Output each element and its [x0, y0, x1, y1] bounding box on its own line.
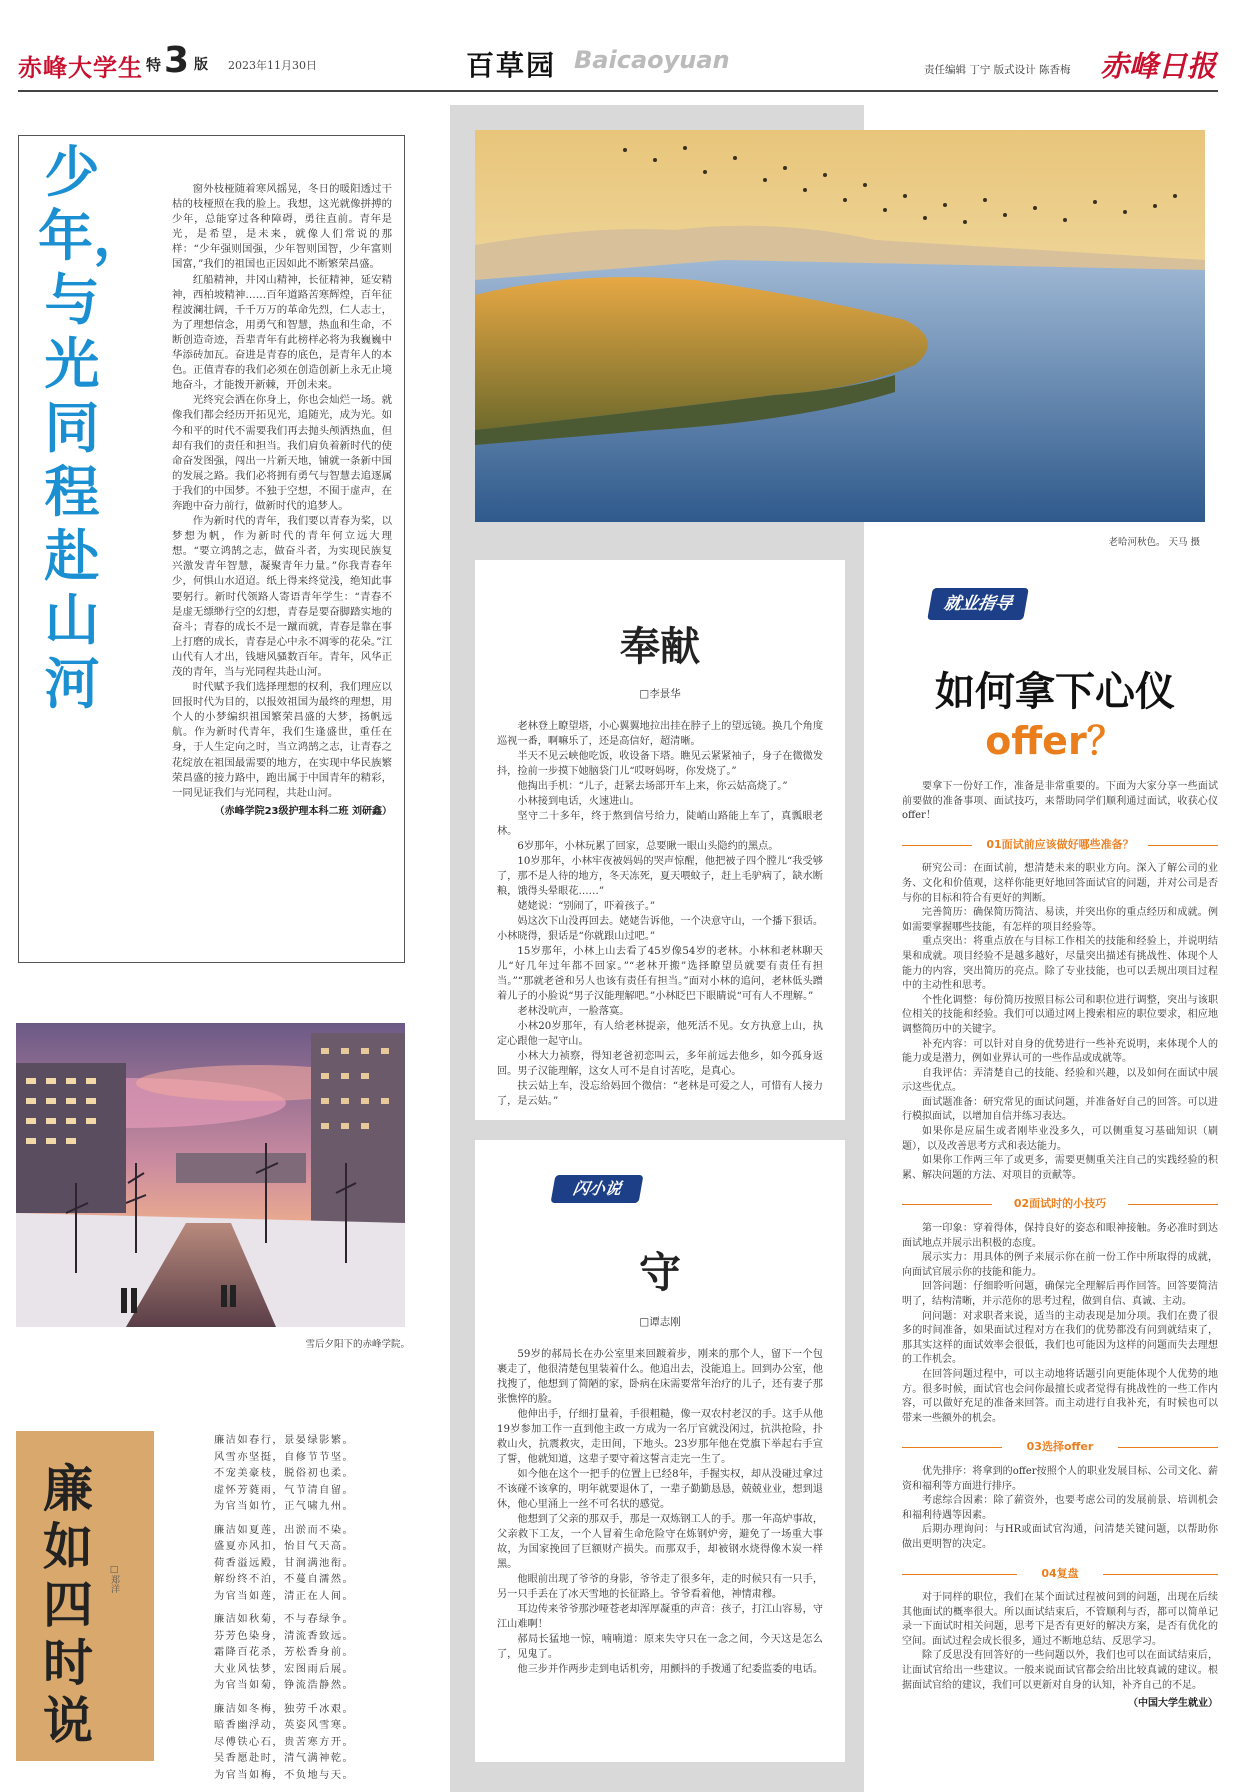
poem-line: 廉洁如夏莲，出淤而不染。	[214, 1524, 355, 1536]
story-dedication-body	[497, 719, 823, 1109]
heading-rule	[902, 1204, 992, 1205]
article-youth-title-text: 少年，与光同程赴山河	[38, 140, 149, 716]
paragraph: 优先排序：将拿到的offer按照个人的职业发展目标、公司文化、薪资和福利等方面进行排序。	[902, 1465, 1218, 1492]
poem-line: 为官当如莲，清正在人间。	[214, 1590, 355, 1602]
poem-line: 大业风怯梦，宏图雨后展。	[214, 1663, 355, 1675]
article-youth-body	[172, 182, 392, 819]
poem-line: 霜降百花杀，芳松香身前。	[214, 1647, 355, 1658]
paragraph: 坚守二十多年，终于熬到信号给力，陡峭山路能上车了，真瓢眼老林。	[497, 811, 823, 837]
paragraph: 妈这次下山没再回去。姥姥告诉他，一个决意守山，一个播下狠话。小林晓得，狠话是“你就跟山过吧。”	[497, 916, 824, 942]
snow-campus-caption: 雪后夕阳下的赤峰学院。	[305, 1339, 410, 1350]
section-heading-text: 02面试时的小技巧	[1013, 1197, 1107, 1211]
laoha-river-caption: 老哈河秋色。 天马 摄	[1108, 537, 1200, 548]
poem-line: 暗香幽浮动，英姿风雪寒。	[214, 1720, 355, 1731]
paragraph: 他伸出手，仔细打量着，手很粗糙，像一双农村老汉的手。这手从他19岁参加工作一直到他主政一方成为一名厅官就没闲过，抗洪抢险，扑救山火，抗震救灾，走田间，下地头。23岁那年他在党旗下举起右手宣了誓，他就知道，这辈子要守着这誓言走完一生了。	[497, 1409, 824, 1465]
heading-rule	[1128, 1204, 1218, 1205]
poem-line: 为官当如菊，铮流浩静然。	[214, 1680, 355, 1691]
issue-date: 2023年11月30日	[228, 59, 317, 72]
paragraph: 补充内容：可以针对自身的优势进行一些补充说明，来体现个人的能力或是潜力，例如业界认可的一些作品或成就等。	[902, 1038, 1218, 1065]
paragraph: 他想到了父亲的那双手，那是一双炼钢工人的手。那一年高炉事故，父亲救下工友，一个人冒着生命危险守在炼钢炉旁，避免了一场重大事故，为国家挽回了巨额财产损失。而那双手，却被钢水烧得像木炭一样黑。	[497, 1514, 824, 1570]
paragraph: 个性化调整：每份简历按照目标公司和职位进行调整，突出与该职位相关的技能和经验。我们可以通过网上搜索相应的职位要求，相应地调整简历中的关键字。	[902, 994, 1218, 1035]
snow-campus-photo	[16, 1023, 405, 1327]
story-dedication-author: □李景华	[639, 688, 681, 700]
poem-line: 尽傅铁心石，贵苦寒方开。	[214, 1736, 355, 1748]
paragraph: 扶云姑上车，没忘给妈回个微信：“老林是可爱之人，可惜有人接力了，是云姑。”	[497, 1081, 823, 1107]
poem-stanza	[214, 1523, 414, 1606]
paragraph: 自我评估：弄清楚自己的技能、经验和兴趣，以及如何在面试中展示这些优点。	[902, 1067, 1218, 1094]
paragraph: 窗外枝桠随着寒风摇晃，冬日的暖阳透过干枯的枝桠照在我的脸上。我想，这光就像拼搏的少年，总能穿过各种障碍，勇往直前。青年是光，是希望，是未来，就像人们常说的那样：“少年强则国强，少年智则国智，少年富则国富，”我们的祖国也正因如此不断繁荣昌盛。	[172, 183, 392, 271]
river-landscape-illustration	[475, 130, 1205, 522]
paragraph: 在回答问题过程中，可以主动地将话题引向更能体现个人优势的地方。很多时候，面试官也会问你最擅长或者觉得有挑战性的一些工作内容，可以做好充足的准备来回答。而主动进行自我补充，有时候也可以带来一些额外的机会。	[902, 1368, 1218, 1424]
section-title-en: Baicaoyuan	[574, 46, 730, 74]
heading-rule	[902, 1574, 1017, 1575]
edition-number: 3	[164, 40, 190, 81]
poem-line: 廉洁如秋菊，不与春绿争。	[214, 1614, 355, 1625]
paragraph: 59岁的郝局长在办公室里来回踱着步，刚来的那个人，留下一个包裹走了，他很清楚包里装着什么。他追出去，没能追上。回到办公室，他找搜了，他想到了简陋的家，卧病在床需要常年治疗的儿子，还有妻子那张憔悴的脸。	[497, 1349, 823, 1405]
poem-title: 廉如四时说	[43, 1459, 93, 1750]
paragraph: 耳边传来爷爷那沙哑苍老却浑厚凝重的声音：孩子，打江山容易，守江山难啊！	[497, 1604, 824, 1630]
offer-article-title: 如何拿下心仪	[935, 669, 1175, 715]
section-heading-01	[902, 838, 1218, 853]
heading-rule	[1118, 1447, 1218, 1448]
paragraph: 如果你工作两三年了或更多，需要更侧重关注自己的实践经验的积累、解决问题的方法、对项目的贡献等。	[902, 1155, 1218, 1181]
paragraph: 姥姥说：“别闹了，吓着孩子。”	[517, 901, 656, 912]
section-heading-04	[902, 1567, 1218, 1582]
poem-line: 为官当如竹，正气啸九州。	[214, 1501, 355, 1512]
poem-line: 廉洁如冬梅，独劳千冰艰。	[214, 1703, 355, 1715]
poem-stanza	[214, 1702, 414, 1785]
paragraph: 如果你是应届生或者刚毕业没多久，可以侧重复习基础知识（刷题），以及改善思考方式和表达能力。	[902, 1126, 1218, 1152]
paragraph: 第一印象：穿着得体，保持良好的姿态和眼神接触。务必准时到达面试地点并展示出积极的态度。	[902, 1223, 1218, 1249]
paragraph: 老林没吭声，一脸落寞。	[517, 1006, 630, 1017]
section-heading-03	[902, 1440, 1218, 1455]
paragraph: 郝局长猛地一惊，喃喃道：原来失守只在一念之间，今天这是怎么了，见鬼了。	[497, 1634, 823, 1660]
offer-article-body	[902, 780, 1218, 1712]
paragraph: 考虑综合因素：除了薪资外，也要考虑公司的发展前景、培训机会和福利待遇等因素。	[902, 1495, 1218, 1521]
story-guard-body	[497, 1347, 823, 1677]
article-youth-byline: （赤峰学院23级护理本科二班 刘研鑫）	[214, 805, 392, 817]
poem-line: 芬芳色染身，清流香致远。	[214, 1630, 355, 1642]
heading-rule	[902, 1447, 1002, 1448]
poem-line: 吴香愿赴时，清气满神乾。	[214, 1753, 355, 1764]
paragraph: 除了反思没有回答好的一些问题以外，我们也可以在面试结束后，让面试官给出一些建议。一般来说面试官都会给出比较真诚的建议。根据面试官给的建议，我们可以更新对自身的认知，补齐自己的不足。	[902, 1650, 1218, 1691]
offer-article-title-2: offer？	[985, 719, 1125, 763]
section-title: 百草园	[466, 49, 557, 82]
offer-article-byline: （中国大学生就业）	[1128, 1698, 1218, 1710]
story-guard-panel	[475, 1140, 845, 1762]
paragraph: 对于同样的职位，我们在某个面试过程被问到的问题，出现在后续其他面试的概率很大。所以面试结束后，不管顺利与否，都可以简单记录一下面试时相关问题，思考下是否有更好的解决方案，是否有优化的空间。面试过程会成长很多，通过不断地总结、反思学习。	[902, 1592, 1218, 1647]
paragraph: 他眼前出现了爷爷的身影，爷爷走了很多年，走的时候只有一只手，另一只手丢在了冰天雪地的长征路上。爷爷看着他，神情肃穆。	[497, 1574, 824, 1600]
paragraph: 作为新时代的青年，我们要以青春为桨，以梦想为帆，作为新时代的青年何立远大理想。“要立鸿鹄之志，做奋斗者，为实现民族复兴激发青年智慧，凝聚青年力量。”你我青春年少，何惧山水迢迢。纸上得来终觉浅，绝知此事要躬行。新时代领路人寄语青年学生：“青春不是虚无缥缈行空的幻想，青春是要奋脚踏实地的奋斗；青春的成长不是一蹴而就，青春是靠在事上打磨的成长，青春是心中永不凋零的花朵。”江山代有人才出，钱塘风骚数百年。青年，风华正茂的青年，当与光同程共赴山河。	[172, 515, 392, 678]
laoha-river-photo	[475, 130, 1205, 522]
heading-rule	[1103, 1574, 1218, 1575]
edition-unit: 版	[194, 57, 208, 73]
paragraph: 他掏出手机：“儿子，赶紧去场部开车上来，你云姑高烧了。”	[517, 781, 788, 792]
paragraph: 研究公司：在面试前，想清楚未来的职业方向。深入了解公司的业务、文化和价值观，这样你能更好地回答面试官的问题，并对公司是否与你的目标和符合有更好的判断。	[902, 863, 1218, 904]
poem-author: □郑洋	[109, 1565, 119, 1593]
paragraph: 老林登上瞭望塔，小心翼翼地拉出挂在脖子上的望远镜。换几个角度巡视一番，啊嘛乐了，还是高信好，超清晰。	[497, 721, 824, 747]
story-guard-title: 守	[638, 1248, 681, 1297]
poem-body	[214, 1433, 414, 1784]
edition-type: 特	[146, 56, 162, 74]
paragraph: 半天不见云峡他吃饭，收设备下塔。瞧见云紧紧袖子，身子在微微发抖，捡前一步摸下她脑袋门儿“哎呀妈呀，你发烧了。”	[497, 751, 824, 777]
section-heading-text: 04复盘	[1041, 1566, 1079, 1580]
poem-line: 廉洁如春行，景晏绿影繁。	[214, 1435, 355, 1446]
poem-line: 风雪亦坚挺，自修节节坚。	[214, 1451, 355, 1463]
paragraph: 小林接到电话，火速进山。	[517, 796, 640, 807]
paragraph: 如今他在这个一把手的位置上已经8年，手握实权，却从没碰过拿过不该碰不该拿的，明年就要退休了，一辈子勤勤恳恳，兢兢业业，想到退休，他心里涌上一丝不可名状的感觉。	[497, 1469, 823, 1510]
heading-rule	[1148, 845, 1218, 846]
paragraph: 展示实力：用具体的例子来展示你在前一份工作中所取得的成就，向面试官展示你的技能和能力。	[902, 1252, 1218, 1278]
poem-line: 盛夏亦风扣，怡目气天高。	[214, 1541, 355, 1552]
poem-line: 为官当如梅，不负地与天。	[214, 1769, 355, 1781]
section-heading-02	[902, 1197, 1218, 1212]
paper-name: 赤峰大学生	[18, 54, 143, 82]
section-heading-text: 03选择offer	[1026, 1440, 1094, 1454]
poem-line: 荷香溢远殿，甘润满池衔。	[214, 1557, 355, 1569]
poem-stanza	[214, 1612, 414, 1695]
snow-campus-illustration	[16, 1023, 405, 1327]
poem-line: 不宠美豪枝，脱俗初也柔。	[214, 1468, 355, 1479]
paragraph: 15岁那年，小林上山去看了45岁像54岁的老林。小林和老林聊天儿“好几年过年都不回家。”“老林开搬”选择瞭望员就要有责任有担当。”“那就老爸和另人也该有责任有担当。”面对小林的追问，老林低头蹭着儿子的小脸说“男子汉能理解吧。”小林眨巴下眼睛说“可有人不理解。”	[497, 946, 823, 1002]
masthead-logo: 赤峰日报	[1100, 49, 1217, 83]
career-guide-tag: 就业指导	[927, 588, 1029, 620]
section-heading-text: 01面试前应该做好哪些准备？	[986, 837, 1134, 851]
paragraph: 他三步并作两步走到电话机旁，用颤抖的手拨通了纪委监委的电话。	[517, 1664, 824, 1675]
paragraph: 问问题：对求职者来说，适当的主动表现是加分项。我们在费了很多的时间准备，如果面试过程对方在我们的优势都没有问到就结束了，那其实这样的面试效率会很低，我们也可能因为这样的问题而失去理想的工作机会。	[902, 1310, 1218, 1366]
paragraph: 光终究会洒在你身上，你也会灿烂一场。就像我们都会经历开拓见光，追随光，成为光。如今和平的时代不需要我们再去抛头颅洒热血，但却有我们的责任和担当。我们肩负着新时代的使命奋发图强，闯出一片新天地，铺就一条新中国的发展之路。我们必将拥有勇气与智慧去追逐属于我们的中国梦。不独于空想，不囿于虚声，在奔跑中奋力前行，做新时代的追梦人。	[172, 394, 392, 512]
paragraph: 完善简历：确保简历简洁、易读，并突出你的重点经历和成就。例如需要掌握哪些技能，有怎样的项目经验等。	[902, 907, 1218, 933]
flash-fiction-tag: 闪小说	[551, 1175, 644, 1203]
paragraph: 10岁那年，小林牢夜被妈妈的哭声惊醒，他把被子四个膛儿“我受够了，那不是人待的地方，冬天冻死，夏天喂蚊子，赶上毛驴病了，缺水断粮，饿得头晕眼花……”	[497, 856, 823, 897]
paragraph: 6岁那年，小林玩累了回家，总要瞅一眼山头隐约的黑点。	[517, 841, 779, 852]
offer-intro: 要拿下一份好工作，准备是非常重要的。下面为大家分享一些面试前要做的准备事项、面试技巧，来帮助同学们顺利通过面试，收获心仪offer！	[902, 781, 1218, 822]
paragraph: 回答问题：仔细聆听问题，确保完全理解后再作回答。回答要简洁明了，结构清晰，并示范你的思考过程，做到自信、真诚、主动。	[902, 1281, 1218, 1307]
heading-rule	[902, 845, 972, 846]
paragraph: 小林20岁那年，有人给老林提亲，他死活不见。女方执意上山，执定心跟他一起守山。	[497, 1021, 823, 1047]
story-guard-author: □谭志刚	[639, 1316, 681, 1328]
poem-stanza	[214, 1433, 414, 1516]
paragraph: 重点突出：将重点放在与目标工作相关的技能和经验上，并说明结果和成就。项目经验不是越多越好，尽量突出描述有挑战性、体现个人能力的内容，突出简历的亮点。除了专业技能，也可以丢规出项目过程中的主动性和思考。	[902, 936, 1218, 992]
article-youth-title	[38, 140, 149, 716]
story-dedication-title: 奉献	[620, 624, 700, 670]
poem-line: 虚怀芳蕤雨，气节清自留。	[214, 1484, 355, 1496]
paragraph: 时代赋予我们选择理想的权利，我们理应以回报时代为目的，以报效祖国为最终的理想，用个人的小梦编织祖国繁荣昌盛的大梦，扬帆远航。作为新时代青年，我们生逢盛世，重任在身，于人生定向之时，当立鸿鹄之志，让青春之花绽放在祖国最需要的地方，在实现中华民族繁荣昌盛的接力路中，跑出属于中国青年的精彩，一同见证我们与光同程，共赴山河。	[172, 681, 392, 799]
paragraph: 面试题准备：研究常见的面试问题，并准备好自己的回答。可以进行模拟面试，以增加自信并练习表达。	[902, 1096, 1218, 1123]
poem-line: 解纷终不泊，不蔓自濡然。	[214, 1574, 355, 1585]
page-header	[18, 40, 1218, 92]
story-dedication-panel	[475, 560, 845, 1120]
editors-credit: 责任编辑 丁宁 版式设计 陈香梅	[924, 64, 1071, 76]
paragraph: 小林大力祯察，得知老爸初恋叫云，多年前远去他乡，如今孤身返回。男子汉能理解，这女人可不是自讨苦吃，是真心。	[497, 1051, 823, 1077]
paragraph: 红船精神，井冈山精神，长征精神，延安精神，西柏坡精神……百年道路苦寒辉煌，百年征程波澜壮阔，千千万万的革命先烈，仁人志士，为了理想信念，用勇气和智慧，热血和生命，不断创造奇迹，吾辈青年有此榜样必将为我巍巍中华添砖加瓦。奋进是青春的底色，是青年人的本色。正值青春的我们必须在创造创新上永无止境地奋斗，才能拨开新棘，开创未来。	[172, 273, 392, 392]
paragraph: 后期办理询问：与HR或面试官沟通，问清楚关键问题，以帮助你做出更明智的决定。	[902, 1524, 1218, 1550]
